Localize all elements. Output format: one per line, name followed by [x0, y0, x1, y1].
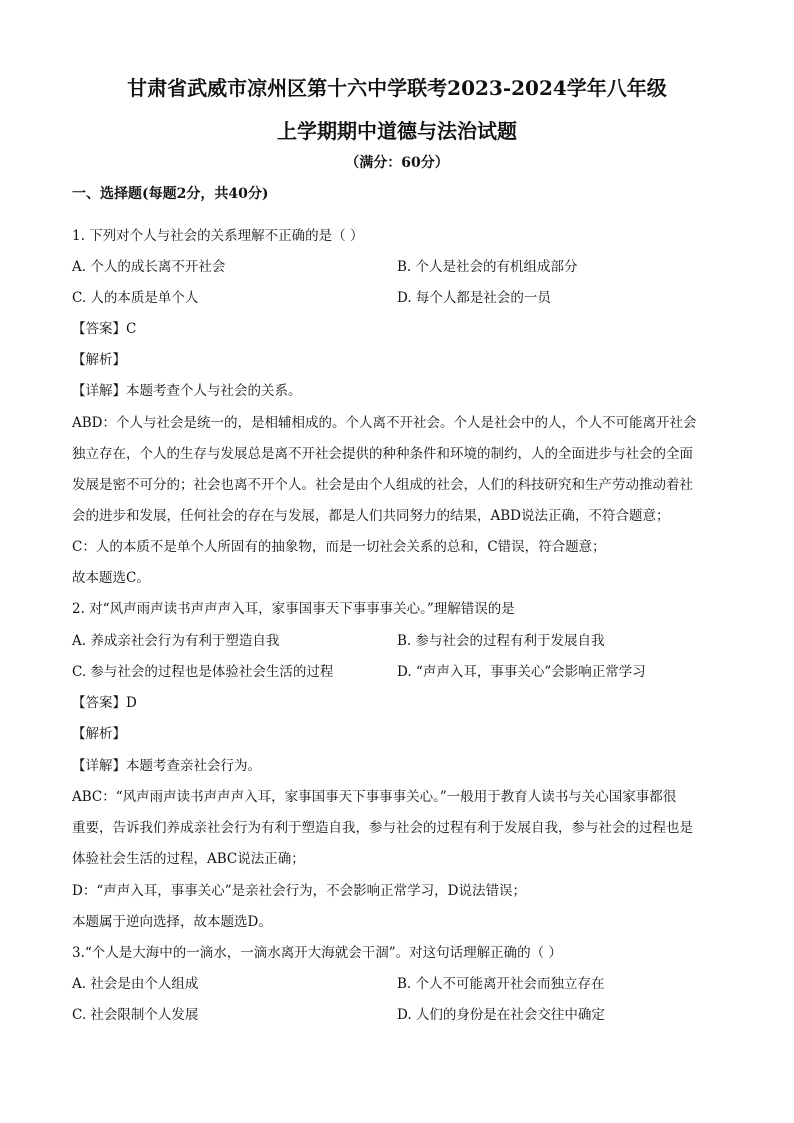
- question-2-detail-line: 本题属于逆向选择，故本题选D。: [72, 914, 272, 930]
- question-1-detail-line: ABD：个人与社会是统一的，是相辅相成的。个人离不开社会。个人是社会中的人，个人不可能离开社会: [72, 415, 697, 431]
- question-2-detail-line: ABC：“风声雨声读书声声声入耳，家事国事天下事事事关心。”一般用于教育人读书与关心国家事都很: [72, 789, 677, 805]
- question-1-detail-line: 【详解】本题考查个人与社会的关系。: [72, 383, 302, 399]
- question-2-detail-line: D：“声声入耳，事事关心”是亲社会行为，不会影响正常学习，D说法错误；: [72, 883, 526, 899]
- question-3-option-a: A. 社会是由个人组成: [72, 976, 199, 992]
- question-2-detail-line: 【详解】本题考查亲社会行为。: [72, 758, 261, 774]
- question-2-option-c: C. 参与社会的过程也是体验社会生活的过程: [72, 664, 334, 680]
- question-1-option-b: B. 个人是社会的有机组成部分: [397, 259, 578, 275]
- question-1-option-c: C. 人的本质是单个人: [72, 290, 199, 306]
- section-heading: 一、选择题(每题2分，共40分): [72, 186, 269, 202]
- question-1-detail-line: 独立存在，个人的生存与发展总是离不开社会提供的种种条件和环境的制约，人的全面进步与社会的全面: [72, 446, 693, 462]
- question-1-detail-line: 会的进步和发展，任何社会的存在与发展，都是人们共同努力的结果，ABD说法正确，不符合题意；: [72, 508, 670, 524]
- question-1-answer: 【答案】C: [72, 321, 137, 337]
- question-2-detail-line: 体验社会生活的过程，ABC说法正确；: [72, 851, 305, 867]
- question-1-detail-line: C：人的本质不是单个人所固有的抽象物，而是一切社会关系的总和，C错误，符合题意；: [72, 539, 606, 555]
- question-2-stem: 2. 对“风声雨声读书声声声入耳，家事国事天下事事事关心。”理解错误的是: [72, 601, 515, 617]
- question-3-stem: 3.“个人是大海中的一滴水，一滴水离开大海就会干涸”。对这句话理解正确的（ ）: [72, 945, 562, 961]
- question-2-answer: 【答案】D: [72, 695, 137, 711]
- question-1-detail-line: 故本题选C。: [72, 570, 150, 586]
- question-3-option-b: B. 个人不可能离开社会而独立存在: [397, 976, 605, 992]
- question-2-option-a: A. 养成亲社会行为有利于塑造自我: [72, 633, 280, 649]
- question-1-analysis-label: 【解析】: [72, 352, 126, 368]
- question-1-stem: 1. 下列对个人与社会的关系理解不正确的是（ ）: [72, 228, 364, 244]
- question-1-option-a: A. 个人的成长离不开社会: [72, 259, 226, 275]
- page-title-line-2: 上学期期中道德与法治试题: [277, 119, 517, 143]
- question-1-detail-line: 发展是密不可分的；社会也离不开个人。社会是由个人组成的社会，人们的科技研究和生产劳动推动着社: [72, 477, 693, 493]
- question-2-option-b: B. 参与社会的过程有利于发展自我: [397, 633, 605, 649]
- question-2-detail-line: 重要，告诉我们养成亲社会行为有利于塑造自我，参与社会的过程有利于发展自我，参与社会的过程也是: [72, 820, 693, 836]
- page-title-line-1: 甘肃省武威市凉州区第十六中学联考2023-2024学年八年级: [127, 76, 667, 100]
- question-3-option-c: C. 社会限制个人发展: [72, 1007, 199, 1023]
- question-2-option-d: D. “声声入耳，事事关心”会影响正常学习: [397, 664, 646, 680]
- full-score: （满分：60分）: [345, 155, 449, 171]
- question-2-analysis-label: 【解析】: [72, 726, 126, 742]
- question-1-option-d: D. 每个人都是社会的一员: [397, 290, 551, 306]
- question-3-option-d: D. 人们的身份是在社会交往中确定: [397, 1007, 605, 1023]
